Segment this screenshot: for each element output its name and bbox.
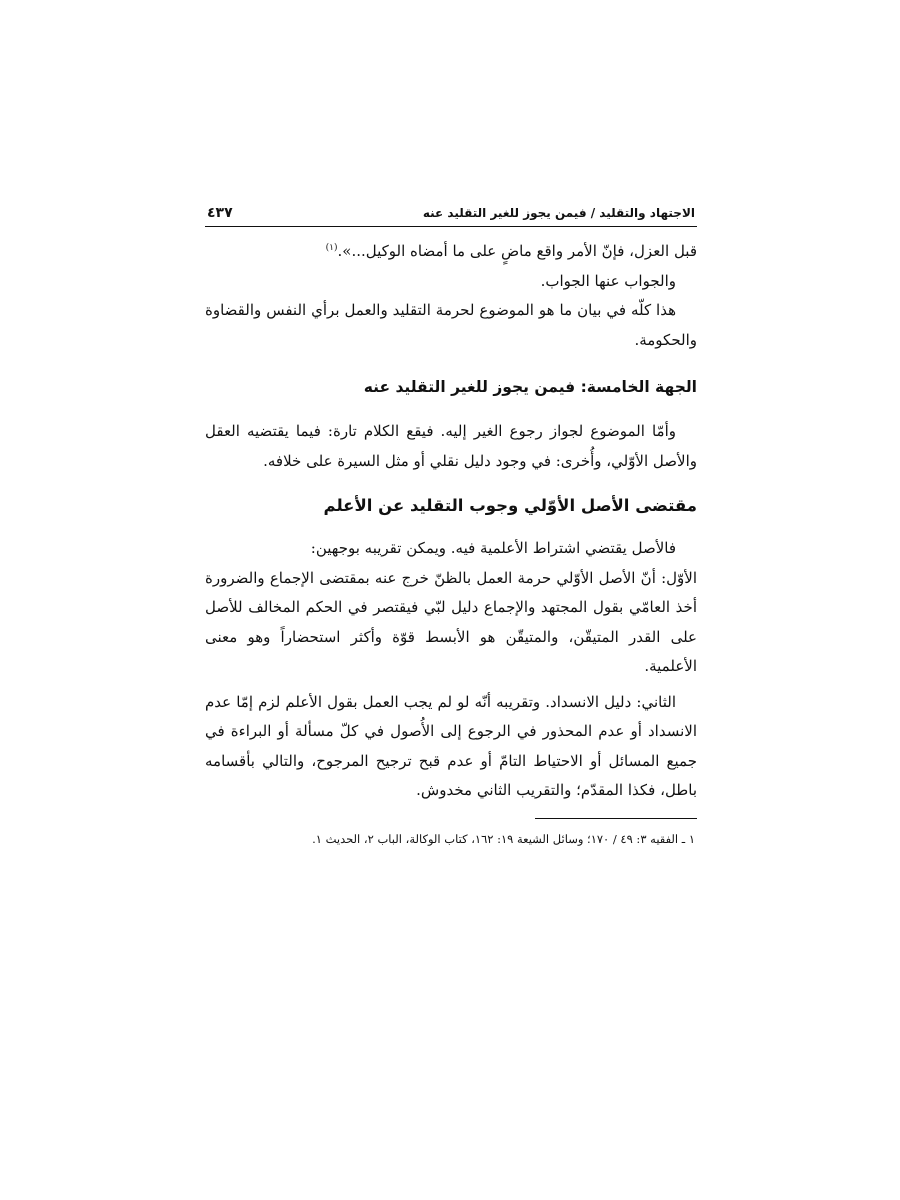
paragraph-topic: وأمّا الموضوع لجواز رجوع الغير إليه. فيقع الكلام تارة: فيما يقتضيه العقل والأصل الأوّلي، وأُخرى: في وجود دليل نقلي أو مثل السيرة على خلافه. [205,422,697,470]
paragraph-answer: والجواب عنها الجواب. [540,271,676,290]
footnote-divider [535,818,697,819]
paragraph-quote-end [205,237,697,267]
running-header [205,204,697,227]
running-title: الاجتهاد والتقليد / فيمن يجوز للغير التقليد عنه [422,206,695,220]
section-heading-fifth-aspect: الجهة الخامسة: فيمن يجوز للغير التقليد عنه [363,378,697,396]
book-page [205,204,697,848]
paragraph-first-argument: الأوّل: أنّ الأصل الأوّلي حرمة العمل بالظنّ خرج عنه بمقتضى الإجماع والضرورة أخذ العامّي بقول المجتهد والإجماع دليل لبّي فيقتصر في الحكم المخالف للأصل على القدر المتيقّن، والمتيقّن هو الأبسط قوّة وأكثر استحضاراً وهو معنى الأعلمية. [205,568,697,675]
section-heading-primary-principle: مقتضى الأصل الأوّلي وجوب التقليد عن الأعلم [323,496,697,515]
page-number: ٤٣٧ [207,205,233,221]
paragraph-text: قبل العزل، فإنّ الأمر واقع ماضٍ على ما أمضاه الوكيل...». [337,242,697,260]
paragraph-second-argument: الثاني: دليل الانسداد. وتقريبه أنّه لو لم يجب العمل بقول الأعلم لزم إمّا عدم الانسداد أو عدم المحذور في الرجوع إلى الأُصول في كلّ مسألة أو البراءة في جميع المسائل أو الاحتياط التامّ أو عدم قبح ترجيح المرجوح، والتالي بأقسامه باطل، فكذا المقدّم؛ والتقريب الثاني مخدوش. [205,692,697,799]
footnote-marker: (١) [325,243,338,253]
paragraph-summary: هذا كلّه في بيان ما هو الموضوع لحرمة التقليد والعمل برأي النفس والقضاوة والحكومة. [205,301,697,349]
paragraph-principle: فالأصل يقتضي اشتراط الأعلمية فيه. ويمكن تقريبه بوجهين: [310,539,676,557]
footnote-1: ١ ـ الفقيه ٣: ٤٩ / ١٧٠؛ وسائل الشيعة ١٩: ١٦٢، كتاب الوكالة، الباب ٢، الحديث ١. [312,831,695,846]
